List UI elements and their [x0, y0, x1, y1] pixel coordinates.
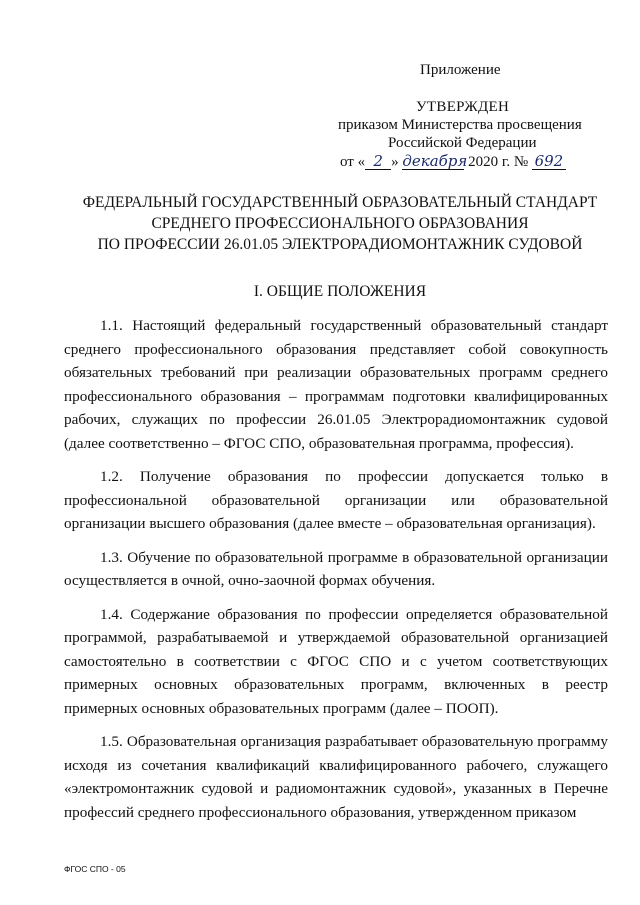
order-issuer: приказом Министерства просвещения [338, 117, 582, 133]
order-date-line [340, 153, 566, 171]
order-country: Российской Федерации [388, 135, 537, 151]
date-prefix: от « [340, 154, 366, 170]
section-heading: I. ОБЩИЕ ПОЛОЖЕНИЯ [253, 283, 427, 300]
page-footer: ФГОС СПО - 05 [64, 864, 126, 874]
appendix-label: Приложение [420, 62, 501, 78]
standard-title-line: ПО ПРОФЕССИИ 26.01.05 ЭЛЕКТРОРАДИОМОНТАЖНИК СУДОВОЙ [97, 236, 583, 253]
paragraph: 1.5. Образовательная организация разрабатывает образовательную программу исходя из сочетания квалификаций квалифицированного рабочего, служащего «электромонтажник судовой и радиомонтажник судовой», указанных в Перечне профессий среднего профессионального образования, утвержденном приказом [64, 733, 608, 821]
document-body [64, 314, 608, 824]
date-year: 2020 г. № [468, 154, 529, 170]
handwritten-order-number: 692 [532, 153, 566, 170]
paragraph: 1.3. Обучение по образовательной программе в образовательной организации осуществляется в очной, очно-заочной формах обучения. [64, 548, 608, 589]
paragraph: 1.2. Получение образования по профессии допускается только в профессиональной образовательной организации или образовательной организации высшего образования (далее вместе – образовательная организация). [64, 468, 608, 532]
paragraph: 1.1. Настоящий федеральный государственный образовательный стандарт среднего профессионального образования представляет собой совокупность обязательных требований при реализации образовательных программ среднего профессионального образования – программам подготовки квалифицированных рабочих, служащих по профессии 26.01.05 Электрорадиомонтажник судовой (далее соответственно – ФГОС СПО, образовательная программа, профессия). [64, 317, 608, 452]
date-mid: » [391, 154, 399, 170]
standard-title-line: СРЕДНЕГО ПРОФЕССИОНАЛЬНОГО ОБРАЗОВАНИЯ [151, 215, 529, 232]
standard-title-line: ФЕДЕРАЛЬНЫЙ ГОСУДАРСТВЕННЫЙ ОБРАЗОВАТЕЛЬНЫЙ СТАНДАРТ [82, 194, 598, 211]
standard-title [60, 192, 620, 255]
paragraph: 1.4. Содержание образования по профессии определяется образовательной программой, разрабатываемой и утверждаемой образовательной организацией самостоятельно в соответствии с ФГОС СПО и с учетом соответствующих примерных основных образовательных программ, включенных в реестр примерных основных образовательных программ (далее – ПООП). [64, 605, 608, 717]
approved-label: УТВЕРЖДЕН [416, 99, 510, 115]
handwritten-month: декабря [402, 152, 468, 170]
handwritten-day: 2 [365, 153, 391, 170]
